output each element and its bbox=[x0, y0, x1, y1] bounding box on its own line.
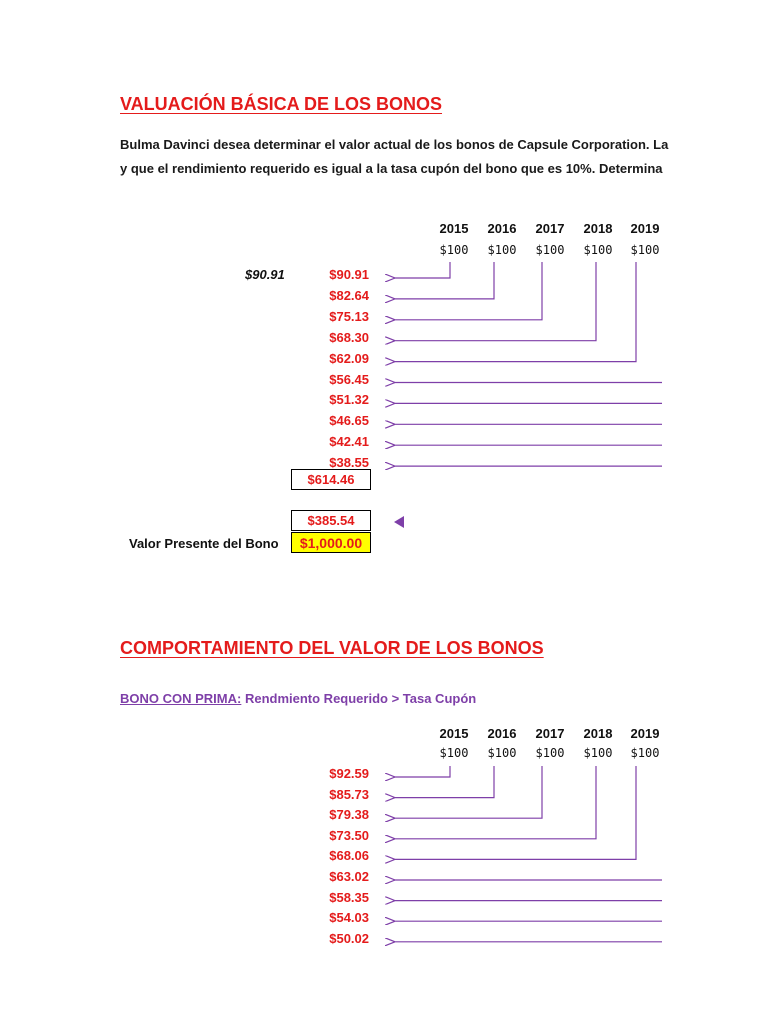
section2-arrow-1 bbox=[394, 766, 494, 798]
section2-year-3: 2018 bbox=[583, 726, 613, 741]
section2-subtitle-label: BONO CON PRIMA: bbox=[120, 691, 242, 706]
section2-pv-6: $58.35 bbox=[329, 889, 369, 905]
section1-arrow-4 bbox=[394, 262, 636, 362]
section2-arrow-4 bbox=[394, 766, 636, 859]
section2-pv-0: $92.59 bbox=[329, 766, 369, 781]
section1-arrow-2 bbox=[394, 262, 542, 320]
section1-pv-7: $46.65 bbox=[329, 413, 369, 429]
section1-pv-9: $38.55 bbox=[329, 455, 369, 471]
section1-pv-3: $68.30 bbox=[329, 329, 369, 345]
section2-pv-1: $85.73 bbox=[329, 786, 369, 802]
section2-coupon-2: $100 bbox=[535, 746, 565, 760]
section2-arrow-2 bbox=[394, 766, 542, 818]
section1-pv-4: $62.09 bbox=[329, 350, 369, 366]
section1-paragraph-line2: y que el rendimiento requerido es igual a la tasa cupón del bono que es 10%. Determina bbox=[120, 161, 663, 176]
section1-pv-8: $42.41 bbox=[329, 434, 369, 450]
section2-pv-3: $73.50 bbox=[329, 827, 369, 843]
section1-sum-coupons: $614.46 bbox=[307, 472, 355, 487]
section2-year-2: 2017 bbox=[535, 726, 565, 741]
section1-bond-value-label: Valor Presente del Bono bbox=[129, 536, 279, 551]
section1-coupon-3: $100 bbox=[583, 243, 613, 257]
section2-coupon-4: $100 bbox=[630, 746, 660, 760]
section2-year-0: 2015 bbox=[439, 726, 469, 741]
section1-title: VALUACIÓN BÁSICA DE LOS BONOS bbox=[120, 94, 443, 114]
section2-year-1: 2016 bbox=[487, 726, 517, 741]
section1-year-4: 2019 bbox=[630, 221, 660, 236]
section1-year-3: 2018 bbox=[583, 221, 613, 236]
section2-pv-2: $79.38 bbox=[329, 807, 369, 823]
section1-pv-5: $56.45 bbox=[329, 371, 369, 387]
section1-arrow-1 bbox=[394, 262, 494, 299]
section1-coupon-0: $100 bbox=[439, 243, 469, 257]
section2-pv-7: $54.03 bbox=[329, 910, 369, 926]
section1-pv-2: $75.13 bbox=[329, 308, 369, 324]
section1-arrow-3 bbox=[394, 262, 596, 341]
section2-coupon-1: $100 bbox=[487, 746, 517, 760]
section2-year-4: 2019 bbox=[630, 726, 660, 741]
section2-pv-5: $63.02 bbox=[329, 869, 369, 884]
section2-pv-4: $68.06 bbox=[329, 848, 369, 864]
section1-year-2: 2017 bbox=[535, 221, 565, 236]
section1-coupon-2: $100 bbox=[535, 243, 565, 257]
section1-coupon-4: $100 bbox=[630, 243, 660, 257]
section1-paragraph-line1: Bulma Davinci desea determinar el valor actual de los bonos de Capsule Corporation. La bbox=[120, 137, 669, 152]
section2-subtitle-text: Rendmiento Requerido > Tasa Cupón bbox=[241, 691, 477, 706]
section1-coupon-1: $100 bbox=[487, 243, 517, 257]
section1-arrow-0 bbox=[394, 262, 450, 278]
section2-coupon-0: $100 bbox=[439, 746, 469, 760]
section1-principal-arrowhead bbox=[394, 516, 404, 528]
section1-bond-value: $1,000.00 bbox=[299, 534, 363, 551]
section2-coupon-3: $100 bbox=[583, 746, 613, 760]
section1-year-1: 2016 bbox=[487, 221, 517, 236]
section1-pv-1: $82.64 bbox=[329, 287, 369, 303]
section1-side-value: $90.91 bbox=[245, 267, 285, 282]
section1-principal-pv: $385.54 bbox=[307, 513, 355, 528]
section1-pv-6: $51.32 bbox=[329, 392, 369, 408]
section2-pv-8: $50.02 bbox=[329, 930, 369, 946]
section1-pv-0: $90.91 bbox=[329, 267, 369, 282]
section2-title: COMPORTAMIENTO DEL VALOR DE LOS BONOS bbox=[120, 638, 544, 658]
section1-year-0: 2015 bbox=[439, 221, 469, 236]
section2-arrow-0 bbox=[394, 766, 450, 777]
